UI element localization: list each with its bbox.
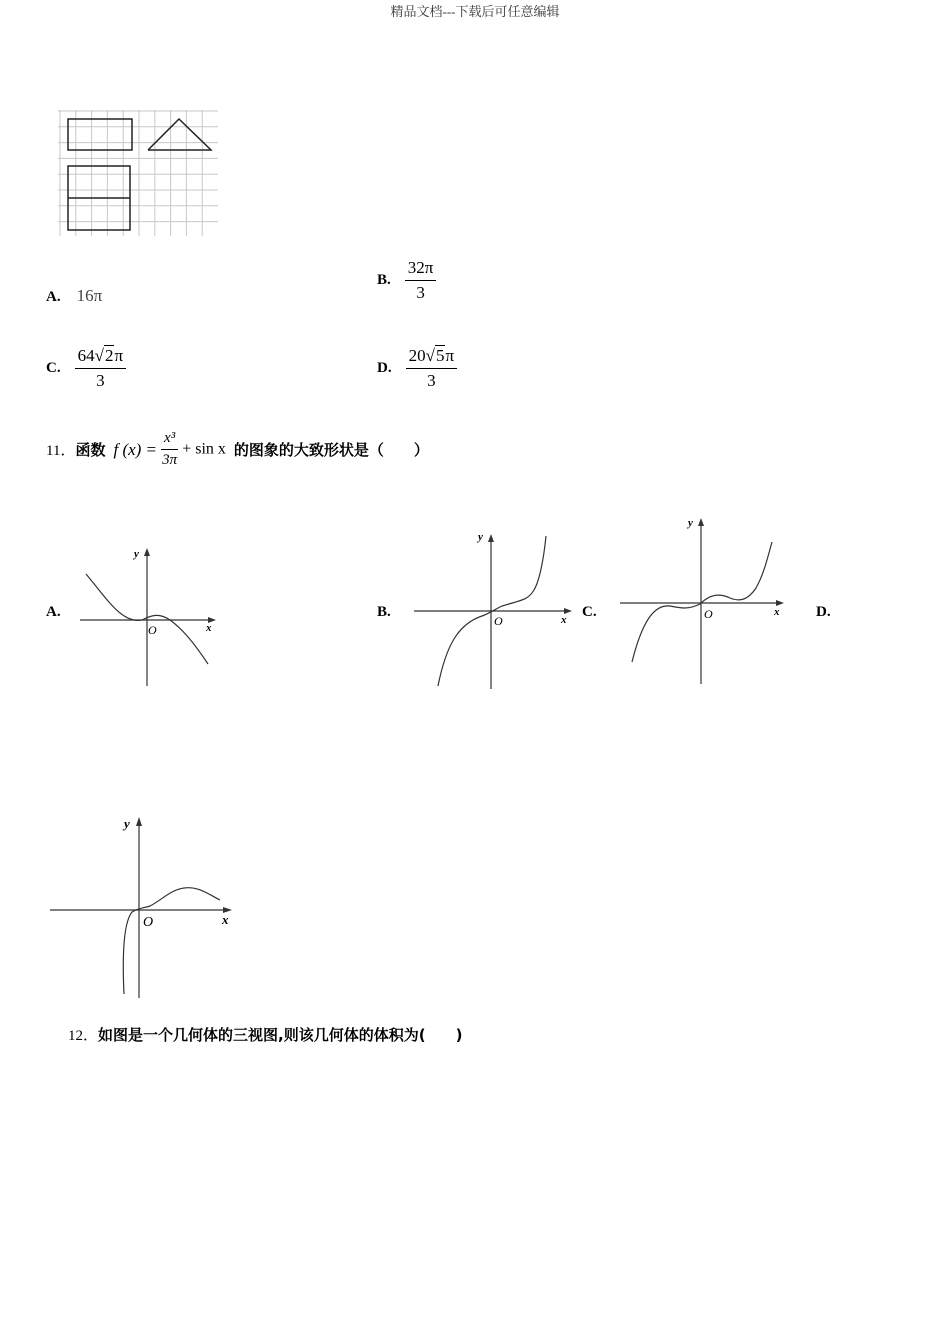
fraction-denominator: 3 xyxy=(416,283,425,302)
axis-y-label: y xyxy=(124,816,130,831)
sqrt-radicand: 2 xyxy=(104,346,114,365)
axis-y-label: y xyxy=(134,548,139,560)
q11-question xyxy=(46,430,429,469)
option-label: A. xyxy=(46,289,61,305)
q11-option-b[interactable]: B. xyxy=(377,604,391,620)
graph-c xyxy=(614,512,794,688)
q11-option-d[interactable]: D. xyxy=(816,604,831,620)
question-tail: 的图象的大致形状是（ ） xyxy=(233,441,429,459)
fraction-denominator: 3 xyxy=(427,371,436,390)
graph-d xyxy=(46,812,246,1002)
front-view-rect xyxy=(68,119,132,150)
sqrt-sign: √ xyxy=(94,346,104,365)
axis-y-label: y xyxy=(688,517,693,529)
fraction-denominator: 3π xyxy=(162,452,178,468)
axis-x-label: x xyxy=(561,614,567,626)
numerator-coefficient: 20 xyxy=(408,346,426,365)
fraction-numerator: x³ xyxy=(161,430,178,450)
option-label: B. xyxy=(377,272,391,288)
function-fraction xyxy=(161,430,178,469)
fraction-denominator: 3 xyxy=(96,371,105,390)
numerator-pi: π xyxy=(445,346,455,365)
page-header: 精品文档---下载后可任意编辑 xyxy=(390,4,560,19)
fraction-numerator: 32π xyxy=(405,258,437,281)
numerator-coefficient: 64 xyxy=(77,346,95,365)
question-lead: 函数 xyxy=(75,441,106,459)
option-label: C. xyxy=(46,360,61,376)
graph-b xyxy=(410,526,580,694)
option-fraction xyxy=(406,346,457,391)
axis-x-label: x xyxy=(206,622,212,634)
side-view-triangle xyxy=(148,119,211,150)
axis-x-label: x xyxy=(222,912,229,927)
origin-label: O xyxy=(494,614,503,628)
q11-option-c[interactable]: C. xyxy=(582,604,597,620)
sqrt-radicand: 5 xyxy=(435,346,445,365)
origin-label: O xyxy=(148,623,157,637)
question-number: 12． xyxy=(68,1028,99,1044)
option-value: 16π xyxy=(76,286,103,305)
q11-option-a[interactable]: A. xyxy=(46,604,61,620)
function-lhs: f (x) = xyxy=(113,439,158,459)
axis-y-label: y xyxy=(478,531,483,543)
function-rhs: + sin x xyxy=(182,440,226,458)
option-label: D. xyxy=(377,360,392,376)
numerator-pi: π xyxy=(114,346,124,365)
q12-question xyxy=(68,1024,462,1045)
question-number: 11． xyxy=(46,443,76,459)
three-view-figure xyxy=(58,110,220,238)
graph-a xyxy=(72,544,222,692)
q10-option-d[interactable] xyxy=(377,346,457,391)
q10-option-a[interactable] xyxy=(46,286,102,306)
axis-x-label: x xyxy=(774,606,780,618)
q10-option-b[interactable] xyxy=(377,258,436,303)
origin-label: O xyxy=(143,915,154,930)
option-fraction xyxy=(75,346,126,391)
curve-d xyxy=(123,888,220,994)
option-fraction xyxy=(405,258,437,303)
q10-option-c[interactable] xyxy=(46,346,126,391)
curve-c xyxy=(632,542,772,662)
origin-label: O xyxy=(704,607,713,621)
question-text: 如图是一个几何体的三视图,则该几何体的体积为( ) xyxy=(98,1026,463,1044)
sqrt-sign: √ xyxy=(425,346,435,365)
